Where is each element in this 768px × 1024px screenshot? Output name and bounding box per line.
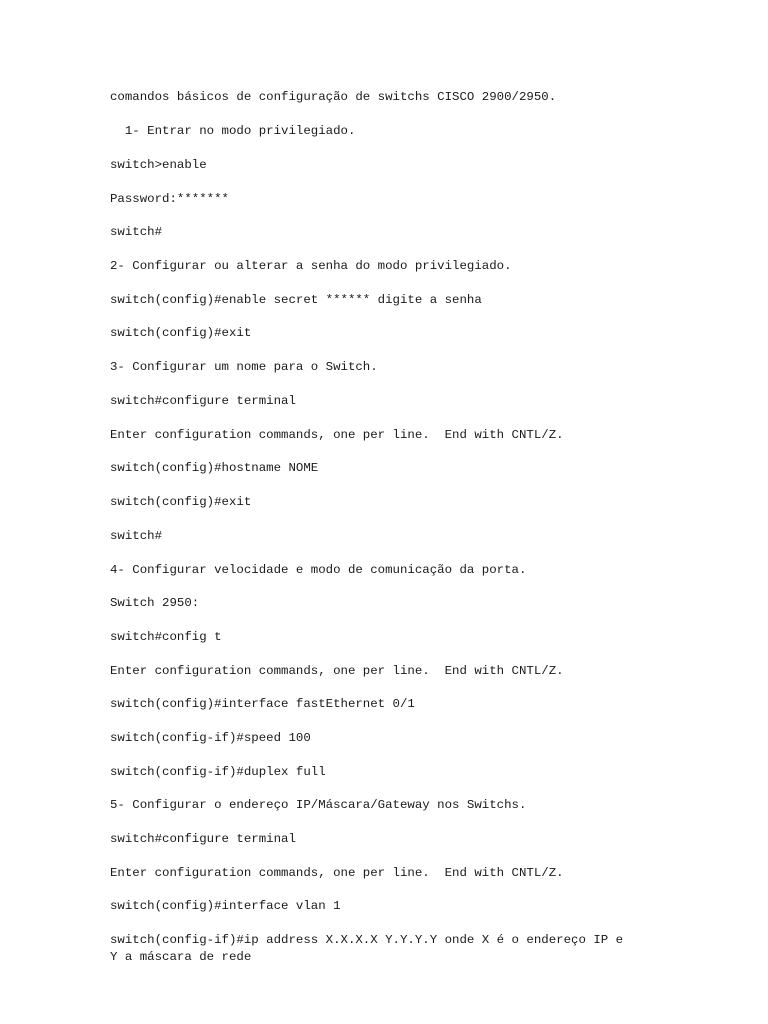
section-2-heading: 2- Configurar ou alterar a senha do modo privilegiado. <box>110 259 512 273</box>
command-line: switch(config-if)#ip address X.X.X.X Y.Y.Y.Y onde X é o endereço IP e Y a máscara de rede <box>110 933 624 964</box>
command-line: Password:******* <box>110 192 229 206</box>
subheading: Switch 2950: <box>110 596 200 610</box>
command-line: switch(config)#exit <box>110 495 252 509</box>
document-title: comandos básicos de configuração de switchs CISCO 2900/2950. <box>110 90 557 104</box>
command-line: switch(config)#enable secret ****** digite a senha <box>110 293 482 307</box>
command-line: switch(config)#hostname NOME <box>110 461 319 475</box>
command-line: switch(config)#interface fastEthernet 0/1 <box>110 697 415 711</box>
command-line: switch(config)#exit <box>110 326 252 340</box>
command-line: switch(config)#interface vlan 1 <box>110 899 341 913</box>
command-line: switch>enable <box>110 158 207 172</box>
output-line: Enter configuration commands, one per line. End with CNTL/Z. <box>110 866 564 880</box>
command-line: switch#configure terminal <box>110 832 296 846</box>
command-line: switch# <box>110 225 163 239</box>
command-line: switch#configure terminal <box>110 394 296 408</box>
section-5-heading: 5- Configurar o endereço IP/Máscara/Gateway nos Switchs. <box>110 798 527 812</box>
command-line: switch(config-if)#duplex full <box>110 765 326 779</box>
command-line: switch# <box>110 529 163 543</box>
command-line: switch#config t <box>110 630 222 644</box>
command-line: switch(config-if)#speed 100 <box>110 731 311 745</box>
section-3-heading: 3- Configurar um nome para o Switch. <box>110 360 378 374</box>
output-line: Enter configuration commands, one per line. End with CNTL/Z. <box>110 664 564 678</box>
section-1-heading: 1- Entrar no modo privilegiado. <box>110 124 356 138</box>
section-4-heading: 4- Configurar velocidade e modo de comunicação da porta. <box>110 563 527 577</box>
output-line: Enter configuration commands, one per line. End with CNTL/Z. <box>110 428 564 442</box>
